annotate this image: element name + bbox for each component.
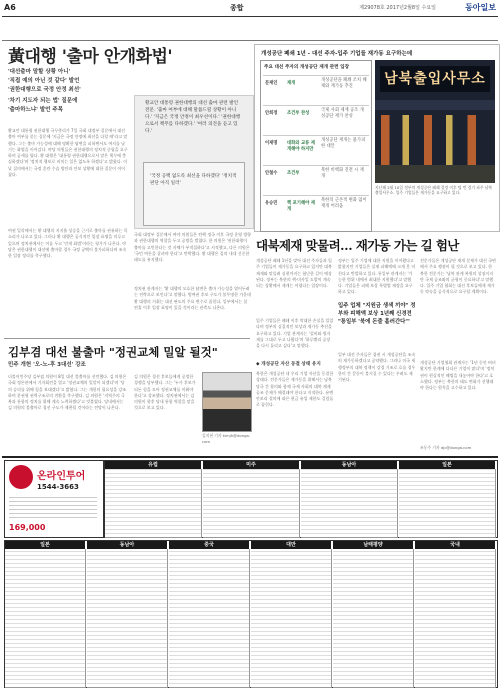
subhead-5: '출마하느냐' 발언 주목 (8, 107, 64, 113)
second-body-2: 김 의원은 경선 후보들에게 공정한 경쟁을 당부했다. 그는 '누가 후보가 되든 힘을 모아 정권교체를 이뤄야 한다'고 강조했다. 정치권에서는 김 의원이 향후 당내 통합 역할을 맡을 것으로 보고 있다. (134, 374, 196, 411)
reporter-right: 조동주 기자 djc@donga.com (420, 445, 472, 450)
stance-row (263, 165, 369, 181)
ad-header-domestic: 국내 (415, 541, 495, 549)
subheads (8, 68, 128, 115)
stance-table-title: 주요 대선 주자의 개성공단 재개 관련 입장 (264, 65, 350, 70)
candidate-name: 유승민 (265, 201, 278, 206)
subhead-4: '차기 지도자 되는 법' 질문에 (8, 98, 78, 104)
section-rule (4, 338, 250, 339)
right-col1-body-3: 북한은 개성공단 내 우리 기업 자산을 동결한 상태다. 전문가들은 재가동을 위해서는 남북 당국 간 합의와 함께 국제 사회의 대북 제재 공조 문제가 해결돼야 한다고 지적한다. 유엔 안보리 결의에 따른 현금 유입 제한도 걸림돌로 꼽힌다. (256, 371, 334, 408)
subhead-3: '권한대행으로 국정 안정 최선' (8, 87, 81, 93)
right-col3-body-2: 개성공단 기업협회 관계자는 '1년 동안 버텨왔지만 한계에 다다른 기업이 많다'며 '정치권이 현실적인 해법을 내놓아야 한다'고 호소했다. 정부는 북한의 태도 변화가 선행돼야 한다는 원칙을 고수하고 있다. (420, 360, 496, 391)
stance-row (263, 75, 369, 91)
quote-inner-text: '국정 공백 없도록 최선을 다하겠다' '정치적 판단 아직 일러' (150, 174, 237, 186)
second-body: 더불어민주당 김부겸 의원이 8일 대선 불출마를 선언했다. 김 의원은 국회 정론관에서 기자회견을 열고 '정권교체의 밀알이 되겠다'며 '당의 승리를 위해 힘을 보태겠다'고 밝혔다. 그는 개헌의 필요성을 강조하며 분권형 권력구조로의 전환을 촉구했다. 김 의원은 '지역주의 극복과 통합의 정치를 위해 계속 노력하겠다'고 덧붙였다. 당내에서는 김 의원의 불출마로 경선 구도가 재편될 것이라는 전망이 나온다. (8, 374, 127, 411)
right-col1-body-2: 입주 기업들은 폐쇄 이후 막대한 손실을 입었다며 정부의 실질적인 보상과 재가동 추진을 요구하고 있다. 기업 관계자는 '설비와 원자재를 그대로 두고 나왔다'며 '하루빨리 공장을 다시 돌리고 싶다'고 말했다. (256, 318, 334, 349)
stance-row (263, 105, 369, 121)
page-header (0, 0, 500, 16)
ad-grid-bottom (4, 540, 498, 688)
ad-rule (2, 456, 498, 458)
main-headline: 黃대행 '출마 안개화법' (8, 47, 173, 67)
candidate-stance: 조건부 찬성 (287, 111, 310, 116)
page-number: A6 (4, 3, 16, 12)
ad-brand: 온라인투어 (37, 471, 86, 482)
ad-price: 169,000 (9, 523, 46, 532)
right-headline: 대북제재 맞물려… 재가동 가는 길 험난 (256, 238, 459, 253)
ad-header-japan-2: 일본 (5, 541, 85, 549)
top-rule (2, 40, 498, 41)
left-body-2: 여권 일각에서는 황 대행의 지지율 상승을 근거로 출마를 권유하는 목소리가 나오고 있다. 그러나 황 대행은 공식적인 입장 표명을 미루고 있으며 정치권에서는 이를 두고 '안개 화법'이라는 평가가 나온다. 야당은 권한대행이 대선에 출마할 경우 국정 공백이 불가피하다며 조속한 입장 정리를 촉구했다. (8, 228, 128, 259)
stance-table (260, 60, 372, 232)
night-photo (375, 60, 495, 183)
ad-header-sea: 동남아 (301, 461, 397, 469)
candidate-stance: 핵 포기해야 재개 (287, 201, 315, 212)
quote-text: 황교안 대통령 권한대행의 대선 출마 관련 발언 전문. '출마 여부에 대해 말씀드릴 상황이 아니다.' '지금은 국정 안정이 최우선이다.' '권한대행으로서 책무를 다하겠다.' '여러 의견을 듣고 있다.' (145, 101, 241, 134)
left-body-3: 국회 대정부 질문에서 여야 의원들은 탄핵 정국 이후 국정 운영 방향과 권한대행의 역할을 두고 공방을 벌였다. 한 의원은 '권한대행이 출마를 고민한다는 것 자체가 부적절하다'고 지적했고, 다른 의원은 '국민 여론을 살펴야 한다'고 반박했다. 황 대행은 질의 내내 신중한 태도를 유지했다. (134, 232, 252, 263)
info-box (254, 44, 500, 232)
ad-header-taiwan: 대만 (251, 541, 331, 549)
ad-logo-icon (9, 465, 33, 489)
second-subhead: 민주 개헌 '오-노-후 3대선' 강조 (8, 362, 86, 368)
ad-header-pacific: 남태평양 (333, 541, 413, 549)
quote-inner-box (143, 162, 245, 226)
section-name: 종합 (230, 4, 244, 12)
ad-banner[interactable] (4, 460, 104, 538)
candidate-view: 북한의 근본적 변화 없이 재개 어려움 (321, 198, 367, 209)
ad-header-china: 중국 (169, 541, 249, 549)
ad-header-japan: 일본 (399, 461, 495, 469)
issue-info: 제29078호 2017년2월8일 수요일 (359, 5, 436, 11)
candidate-view: 개성공단 재개는 불가피한 대안 (321, 138, 366, 149)
building-sign: 남북출입사무소 (380, 66, 490, 92)
right-col3-body: 전문가들은 개성공단 재개 문제가 대선 국면에서 주요 쟁점이 될 것으로 보고 있다. 한 북한 전문가는 '남북 관계 복원의 상징이지만 국제 공조와의 균형이 중요하다'고 말했다. 입주 기업 협회는 대선 후보들에게 재가동 약속을 공식적으로 요구할 계획이다. (420, 258, 496, 295)
info-box-title: 개성공단 폐쇄 1년 - 대선 주자-입주 기업들 재가동 요구하는데 (261, 51, 413, 57)
ad-phone: 1544-3663 (37, 483, 79, 491)
quote-box (134, 95, 254, 229)
ad-grid-top (104, 460, 498, 538)
subhead-2: '직접 예의 아닌 것 같다' 발언 (8, 78, 80, 84)
candidate-view: 개성공단을 폐쇄 조치 해제와 재가동 추진 (321, 78, 367, 89)
ad-header-america: 미주 (203, 461, 299, 469)
photo-caption: 지난해 2월 10일 정부의 개성공단 폐쇄 결정 이후 텅 빈 경기 파주 남북출입사무소. 입주 기업들은 재가동을 요구하고 있다. (375, 185, 493, 196)
ad-header-sea-2: 동남아 (87, 541, 167, 549)
ad-header-europe: 유럽 (105, 461, 201, 469)
right-col2-body-2: 일부 대선 주자들은 집권 시 개성공단을 조속히 재가동하겠다고 공약했다. 그러나 미국 새 행정부의 대북 정책이 강경 기조로 흐를 경우 한미 간 갈등이 불거질 수 있다는 우려도 제기된다. (338, 352, 416, 383)
stance-row (263, 135, 369, 151)
candidate-view: 국제 사회 제재 공조 개성공단 재가 찬성 (321, 108, 364, 119)
right-col1-body: 개성공단 폐쇄 1년을 맞아 대선 주자들과 입주 기업들이 재가동을 요구하고 있지만 대북 제재와 맞물려 실현까지는 험난한 길이 예상된다. 정부는 북한의 핵·미사일 도발이 계속되는 상황에서 재개는 어렵다는 입장이다. (256, 258, 332, 289)
candidate-name: 문재인 (265, 81, 278, 86)
right-highlight: 입주 업체 "지원금 생색 끼야" 정부와 피해액 보상 1년째 신경전 "통일부 '북에 돈줄 흘러간다'" (338, 303, 416, 325)
candidate-view: 북한 비핵화 진전 시 재개 (321, 168, 364, 179)
left-body-1: 황교안 대통령 권한대행 국무총리가 7일 국회 대정부 질문에서 대선 출마 여부를 묻는 질문에 '지금은 국정 안정에 최선을 다할 때'라고 말했다. 그는 출마 가능성에 대해 명확한 답변을 피하면서도 여지를 남기는 화법을 이어갔다. 야당 의원들은 권한대행의 정치적 중립을 요구하며 공세를 폈다. 황 대행은 '대통령 권한대행으로서 맡은 책무에 충실하겠다'며 '정치적 행보로 비치는 일은 없도록 하겠다'고 밝혔다. 이날 질의에서는 국정 혼란 수습 방안과 안보 상황에 대한 질문이 이어졌다. (8, 128, 128, 178)
candidate-stance: 대화와 교류 재개해야 하지만 (287, 141, 315, 152)
candidate-name: 안철수 (265, 171, 278, 176)
newspaper-brand: 동아일보 (465, 3, 496, 12)
right-col1-subhead: ◆ 개성공단 자산 동결 상태 유지 (256, 362, 321, 367)
left-body-4: 정치권 관계자는 '황 대행의 모호한 답변은 출마 가능성을 열어두려는 전략으로 보인다'고 말했다. 범여권 후보 구도가 불투명한 가운데 황 대행의 거취는 대선 판도의 주요 변수로 꼽힌다. 일부에서는 설 연휴 이후 입장 표명이 있을 것이라는 관측도 나온다. (134, 286, 251, 310)
candidate-name: 이재명 (265, 141, 278, 146)
reporter-left: 김지현 기자 kimjh@donga.com (202, 433, 251, 445)
candidate-stance: 재개 (287, 81, 296, 86)
second-headline: 김부겸 대선 불출마 "정권교체 밀알 될것" (8, 345, 218, 359)
portrait-photo (202, 372, 252, 432)
subhead-1: '대선출마 말할 상황 아니' (8, 69, 71, 75)
stance-row (263, 195, 369, 211)
candidate-name: 안희정 (265, 111, 278, 116)
candidate-stance: 조건부 (287, 171, 300, 176)
header-rule (2, 16, 498, 17)
right-col2-body-intro: 정부는 입주 기업에 대한 지원을 이어왔다고 밝혔지만 기업들은 실제 피해액에 크게 못 미친다고 반발하고 있다. 통일부 관계자는 '가능한 범위 내에서 최대한 지원했다'고 말했다. 기업들은 피해 보상 특별법 제정을 요구하고 있다. (338, 258, 416, 295)
